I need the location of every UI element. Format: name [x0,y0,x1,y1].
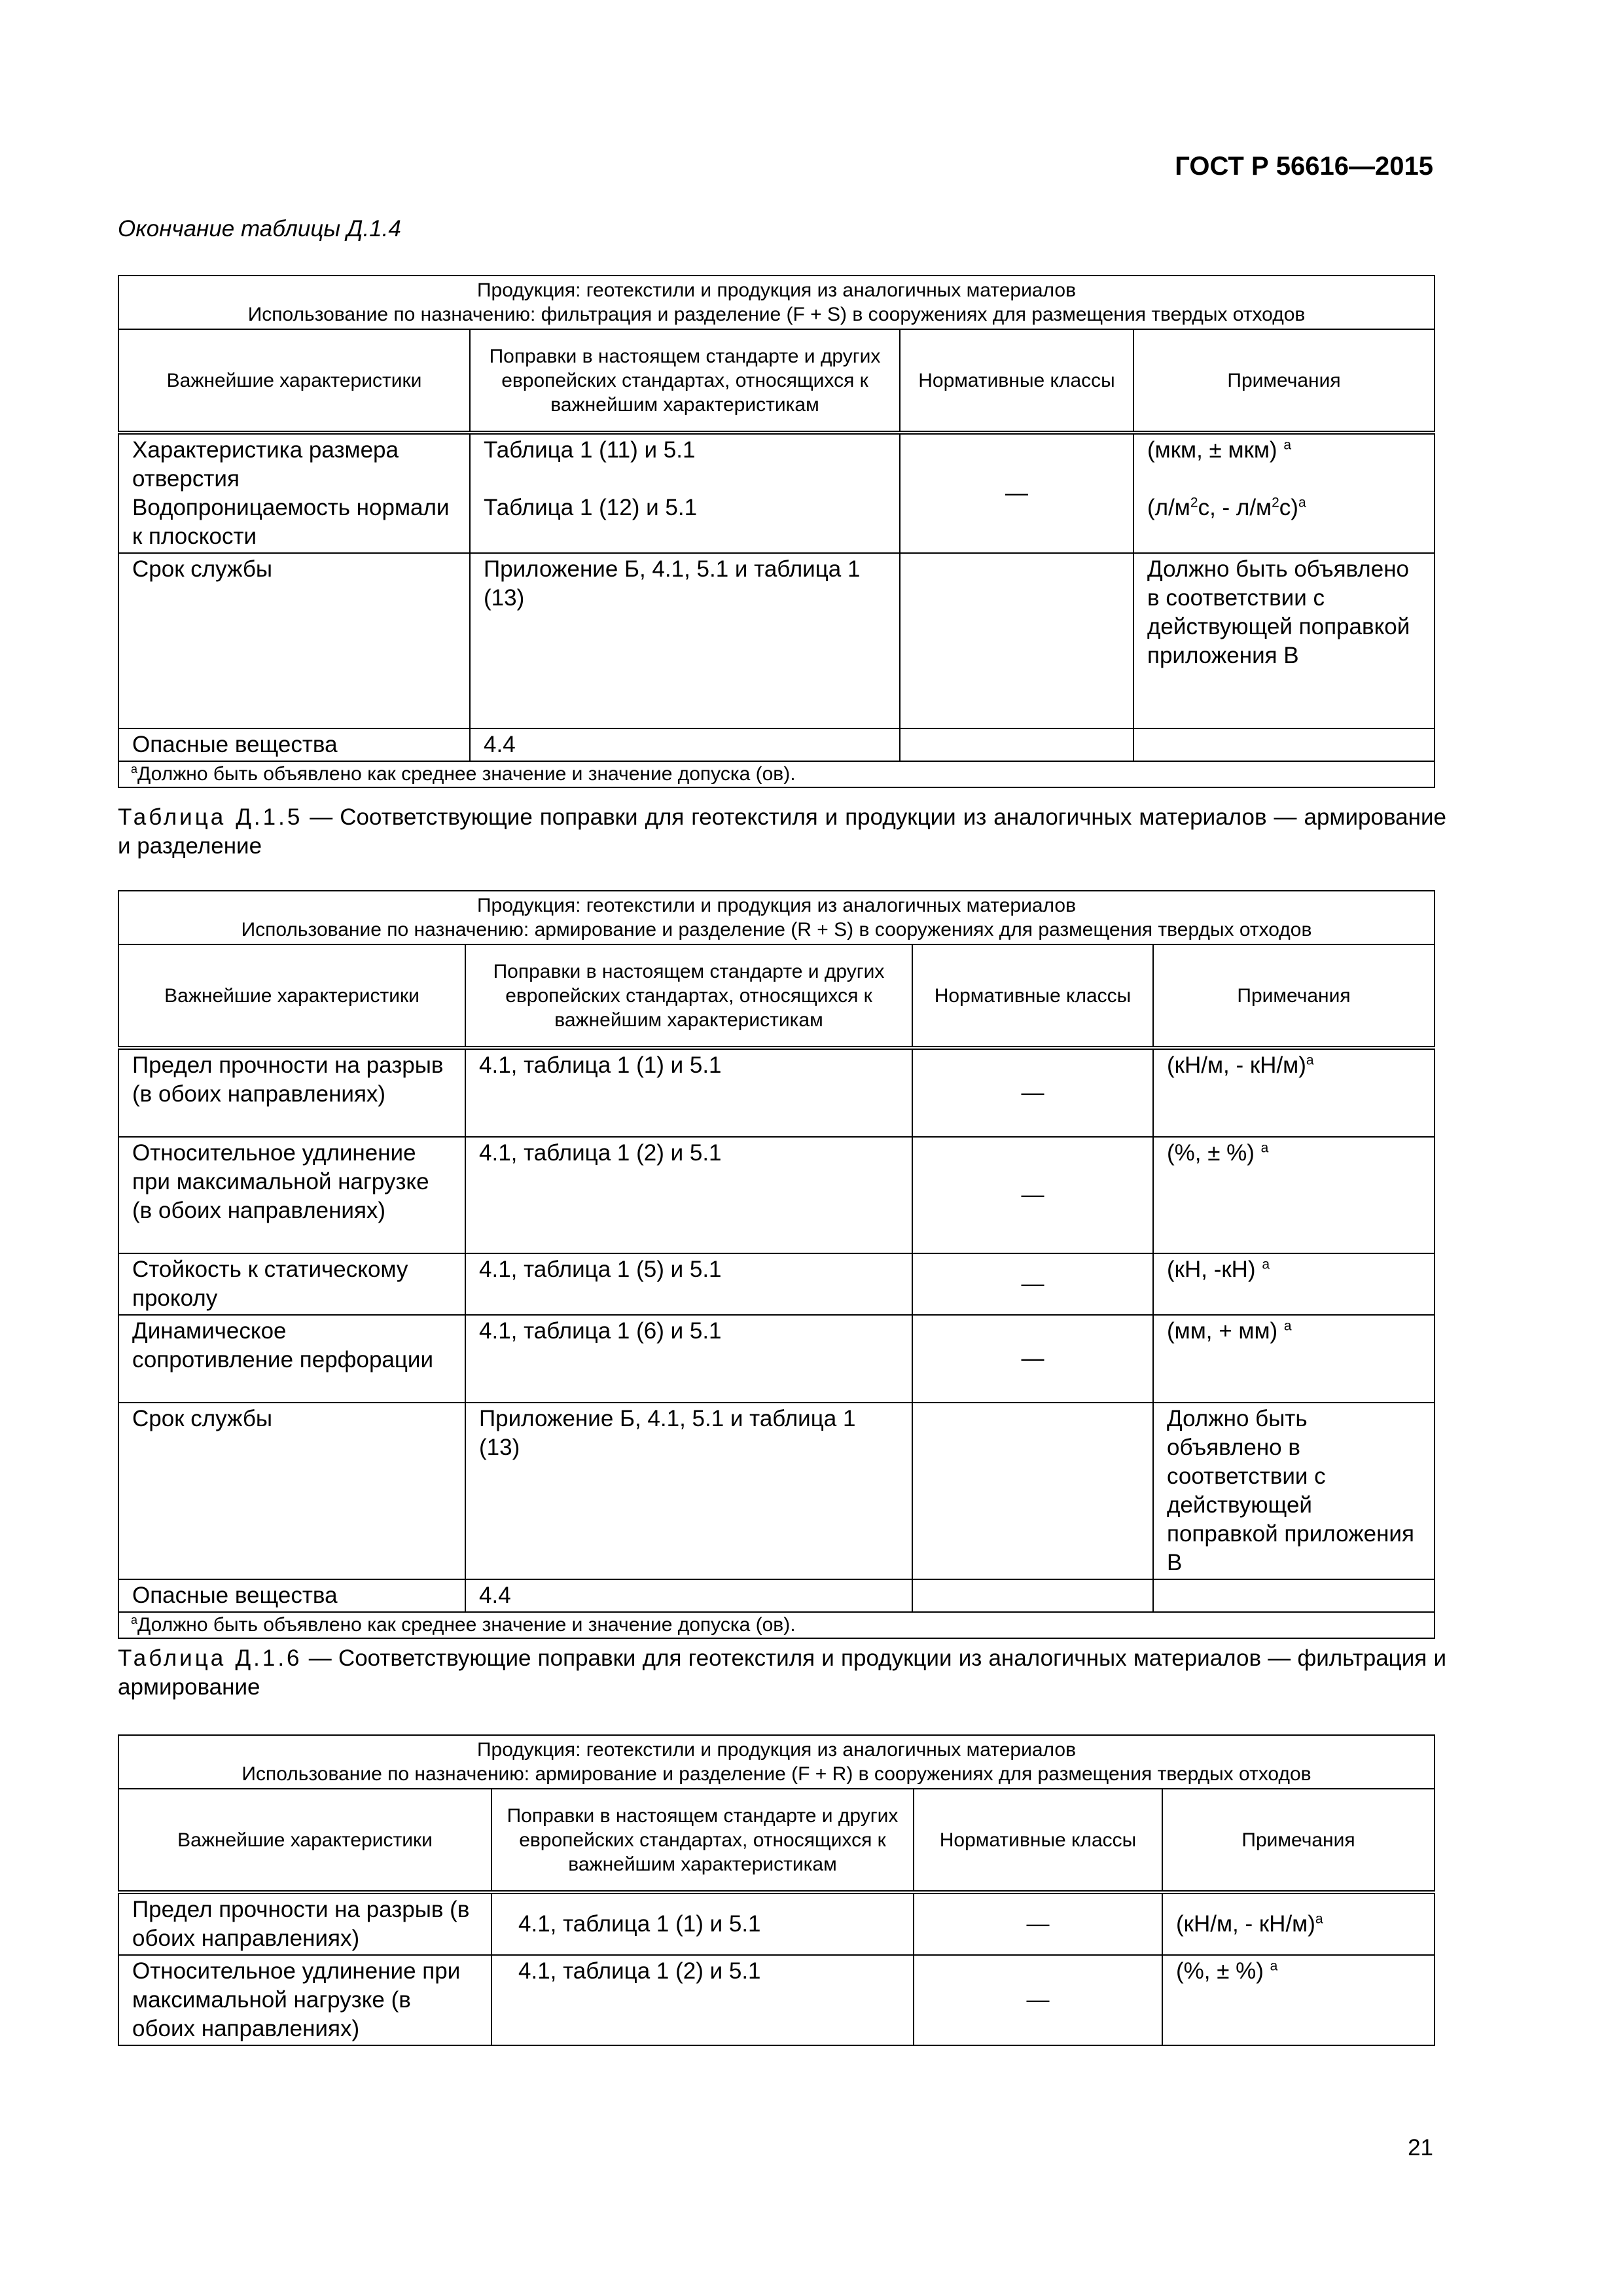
characteristic-cell: Относительное удлинение при максимальной нагрузке (в обоих направлениях) [118,1955,491,2045]
table-row [118,1955,1435,2045]
column-header-notes: Примечания [1133,329,1435,433]
column-header-amendments: Поправки в настоящем стандарте и других европейских стандартах, относящихся к важнейшим характеристикам [491,1789,914,1892]
column-header-characteristics: Важнейшие характеристики [118,944,465,1048]
table-row [118,433,1435,553]
notes-cell [1133,728,1435,761]
notes-cell: (кН/м, - кН/м)$^a$ [1153,1048,1435,1137]
notes-cell: (кН/м, - кН/м)$^a$ [1162,1892,1435,1955]
classes-cell: — [912,1253,1153,1315]
characteristic-cell: Относительное удлинение при максимальной нагрузке (в обоих направлениях) [118,1137,465,1253]
table-d14 [118,275,1435,788]
column-header-row [118,1789,1435,1892]
column-header-classes: Нормативные классы [914,1789,1162,1892]
characteristic-cell: Опасные вещества [118,728,470,761]
column-header-characteristics: Важнейшие характеристики [118,329,470,433]
caption-label: Таблица Д.1.5 [118,804,303,830]
classes-cell: — [912,1315,1153,1403]
table-footnote: $^a$Должно быть объявлено как среднее значение и значение допуска (ов). [118,761,1435,787]
notes-cell: Должно быть объявлено в соответствии с действующей поправкой приложения В [1153,1403,1435,1579]
characteristic-cell: Водопроницаемость нормали к плоскости [132,495,450,549]
caption-text: — Соответствующие поправки для геотекстиля и продукции из аналогичных материалов — фильтрация и армирование [118,1645,1446,1700]
characteristic-cell: Срок службы [118,553,470,728]
product-usage-header [118,1735,1435,1789]
classes-cell: — [912,1137,1153,1253]
classes-cell [900,553,1133,728]
amendment-cell: 4.1, таблица 1 (2) и 5.1 [491,1955,914,2045]
amendment-cell: Таблица 1 (12) и 5.1 [484,495,698,520]
characteristic-cell: Динамическое сопротивление перфорации [118,1315,465,1403]
product-line: Продукция: геотекстили и продукция из аналогичных материалов [476,1739,1077,1761]
amendment-cell: 4.4 [470,728,900,761]
amendment-cell: 4.1, таблица 1 (6) и 5.1 [465,1315,912,1403]
notes-cell: (мкм, ± мкм) $^a$ [1147,437,1291,463]
amendment-cell: 4.4 [465,1579,912,1612]
table-row [118,1315,1435,1403]
amendment-cell: 4.1, таблица 1 (1) и 5.1 [465,1048,912,1137]
notes-cell: (мм, + мм) $^a$ [1153,1315,1435,1403]
classes-cell [912,1579,1153,1612]
table-row [118,728,1435,761]
column-header-characteristics: Важнейшие характеристики [118,1789,491,1892]
usage-line: Использование по назначению: фильтрация и разделение (F + S) в сооружениях для размещения твердых отходов [247,304,1306,325]
table-d16-caption [118,1644,1446,1702]
amendment-cell: 4.1, таблица 1 (2) и 5.1 [465,1137,912,1253]
continuation-caption: Окончание таблицы Д.1.4 [118,216,401,242]
table-row [118,1579,1435,1612]
table-d16 [118,1734,1435,2046]
table-row [118,1403,1435,1579]
amendment-cell: 4.1, таблица 1 (1) и 5.1 [491,1892,914,1955]
table-row [118,1253,1435,1315]
classes-cell: — [914,1955,1162,2045]
table-d15-caption [118,803,1446,861]
column-header-amendments: Поправки в настоящем стандарте и других европейских стандартах, относящихся к важнейшим характеристикам [465,944,912,1048]
caption-text: — Соответствующие поправки для геотекстиля и продукции из аналогичных материалов — армирование и разделение [118,804,1446,859]
notes-cell: Должно быть объявлено в соответствии с действующей поправкой приложения В [1133,553,1435,728]
table-d15 [118,890,1435,1639]
table-row [118,1137,1435,1253]
table-footnote: $^a$Должно быть объявлено как среднее значение и значение допуска (ов). [118,1612,1435,1638]
classes-cell: — [912,1048,1153,1137]
notes-cell: (кН, -кН) $^a$ [1153,1253,1435,1315]
characteristic-cell: Предел прочности на разрыв (в обоих направлениях) [118,1892,491,1955]
usage-line: Использование по назначению: армирование и разделение (R + S) в сооружениях для размещения твердых отходов [241,919,1312,941]
column-header-notes: Примечания [1153,944,1435,1048]
notes-cell [1153,1579,1435,1612]
product-line: Продукция: геотекстили и продукция из аналогичных материалов [476,895,1077,916]
notes-cell: ($л/м^2с$, - $л/м^2с)^a$ [1147,495,1306,520]
classes-cell: — [914,1892,1162,1955]
column-header-row [118,329,1435,433]
notes-cell: (%, ± %) $^a$ [1162,1955,1435,2045]
characteristic-cell: Срок службы [118,1403,465,1579]
usage-line: Использование по назначению: армирование и разделение (F + R) в сооружениях для размещения твердых отходов [241,1763,1311,1785]
characteristic-cell: Характеристика размера отверстия [132,437,399,492]
amendment-cell: 4.1, таблица 1 (5) и 5.1 [465,1253,912,1315]
column-header-classes: Нормативные классы [912,944,1153,1048]
page-number: 21 [1408,2135,1433,2161]
caption-label: Таблица Д.1.6 [118,1645,302,1671]
table-row [118,1892,1435,1955]
amendment-cell: Приложение Б, 4.1, 5.1 и таблица 1 (13) [470,553,900,728]
amendment-cell: Таблица 1 (11) и 5.1 [484,437,696,463]
classes-cell: — [900,433,1133,553]
classes-cell [912,1403,1153,1579]
column-header-amendments: Поправки в настоящем стандарте и других европейских стандартах, относящихся к важнейшим характеристикам [470,329,900,433]
characteristic-cell: Предел прочности на разрыв (в обоих направлениях) [118,1048,465,1137]
column-header-notes: Примечания [1162,1789,1435,1892]
table-row [118,1048,1435,1137]
characteristic-cell: Стойкость к статическому проколу [118,1253,465,1315]
characteristic-cell: Опасные вещества [118,1579,465,1612]
column-header-classes: Нормативные классы [900,329,1133,433]
column-header-row [118,944,1435,1048]
product-usage-header [118,891,1435,944]
amendment-cell: Приложение Б, 4.1, 5.1 и таблица 1 (13) [465,1403,912,1579]
notes-cell: (%, ± %) $^a$ [1153,1137,1435,1253]
document-code: ГОСТ Р 56616—2015 [1175,152,1433,181]
product-usage-header [118,276,1435,329]
table-row [118,553,1435,728]
classes-cell [900,728,1133,761]
product-line: Продукция: геотекстили и продукция из аналогичных материалов [476,279,1077,301]
